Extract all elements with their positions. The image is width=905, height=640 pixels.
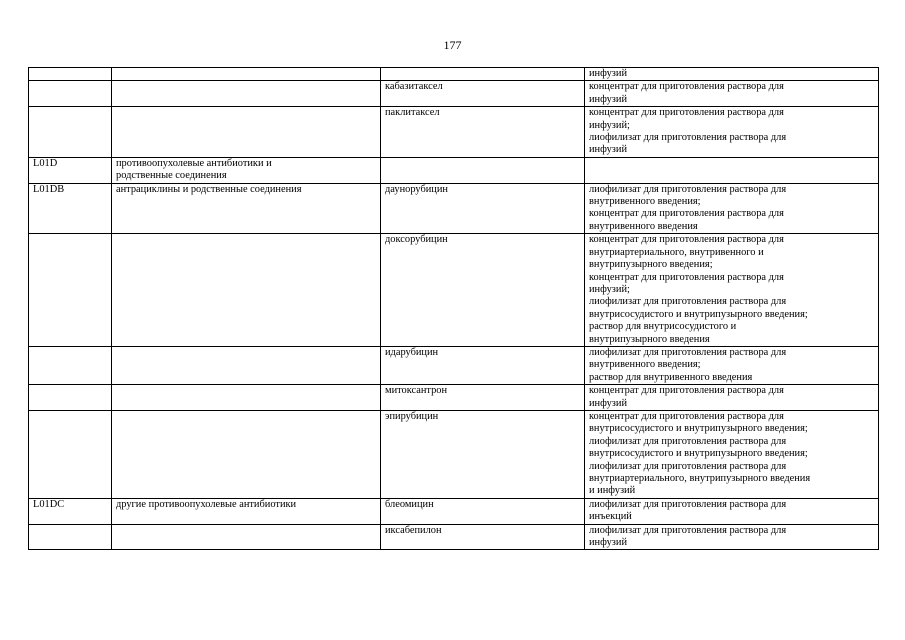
dosage-form-cell <box>585 157 879 183</box>
group-name-cell <box>112 410 381 498</box>
drug-name-cell: даунорубицин <box>381 183 585 234</box>
group-name-cell <box>112 81 381 107</box>
table-row <box>29 68 879 81</box>
table-row <box>29 107 879 158</box>
group-name-cell: противоопухолевые антибиотики и родственные соединения <box>112 157 381 183</box>
atc-code-cell <box>29 107 112 158</box>
page-number: 177 <box>443 38 462 52</box>
atc-code-cell <box>29 68 112 81</box>
dosage-form-cell: лиофилизат для приготовления раствора для инъекций <box>585 498 879 524</box>
atc-code-cell <box>29 385 112 411</box>
atc-code-cell <box>29 410 112 498</box>
atc-code-cell: L01DB <box>29 183 112 234</box>
atc-code-cell <box>29 81 112 107</box>
dosage-form-cell: концентрат для приготовления раствора для инфузий <box>585 385 879 411</box>
medication-table <box>28 67 879 550</box>
medication-table-body <box>29 68 879 550</box>
group-name-cell <box>112 346 381 384</box>
table-row <box>29 81 879 107</box>
drug-name-cell <box>381 68 585 81</box>
table-row <box>29 234 879 347</box>
atc-code-cell: L01D <box>29 157 112 183</box>
dosage-form-cell: лиофилизат для приготовления раствора для внутривенного введения; раствор для внутривенного введения <box>585 346 879 384</box>
group-name-cell <box>112 524 381 550</box>
group-name-cell: другие противоопухолевые антибиотики <box>112 498 381 524</box>
group-name-cell: антрациклины и родственные соединения <box>112 183 381 234</box>
table-row <box>29 346 879 384</box>
drug-name-cell: идарубицин <box>381 346 585 384</box>
table-row <box>29 524 879 550</box>
group-name-cell <box>112 107 381 158</box>
group-name-cell <box>112 234 381 347</box>
drug-name-cell <box>381 157 585 183</box>
table-row <box>29 183 879 234</box>
table-row <box>29 157 879 183</box>
group-name-cell <box>112 68 381 81</box>
drug-name-cell: митоксантрон <box>381 385 585 411</box>
drug-name-cell: паклитаксел <box>381 107 585 158</box>
drug-name-cell: эпирубицин <box>381 410 585 498</box>
atc-code-cell <box>29 524 112 550</box>
table-row <box>29 410 879 498</box>
dosage-form-cell: инфузий <box>585 68 879 81</box>
table-row <box>29 385 879 411</box>
dosage-form-cell: лиофилизат для приготовления раствора для внутривенного введения; концентрат для приготовления раствора для внутривенного введения <box>585 183 879 234</box>
atc-code-cell <box>29 234 112 347</box>
atc-code-cell: L01DC <box>29 498 112 524</box>
drug-name-cell: кабазитаксел <box>381 81 585 107</box>
drug-name-cell: доксорубицин <box>381 234 585 347</box>
atc-code-cell <box>29 346 112 384</box>
dosage-form-cell: концентрат для приготовления раствора для внутрисосудистого и внутрипузырного введения; лиофилизат для приготовления раствора для внутрисосудистого и внутрипузырного введения; лиофилизат для приготовления раствора для внутриартериального, внутрипузырного введения и инфузий <box>585 410 879 498</box>
dosage-form-cell: концентрат для приготовления раствора для инфузий <box>585 81 879 107</box>
group-name-cell <box>112 385 381 411</box>
table-row <box>29 498 879 524</box>
drug-name-cell: иксабепилон <box>381 524 585 550</box>
dosage-form-cell: концентрат для приготовления раствора для внутриартериального, внутривенного и внутрипузырного введения; концентрат для приготовления раствора для инфузий; лиофилизат для приготовления раствора для внутрисосудистого и внутрипузырного введения; раствор для внутрисосудистого и внутрипузырного введения <box>585 234 879 347</box>
dosage-form-cell: концентрат для приготовления раствора для инфузий; лиофилизат для приготовления раствора для инфузий <box>585 107 879 158</box>
drug-name-cell: блеомицин <box>381 498 585 524</box>
dosage-form-cell: лиофилизат для приготовления раствора для инфузий <box>585 524 879 550</box>
